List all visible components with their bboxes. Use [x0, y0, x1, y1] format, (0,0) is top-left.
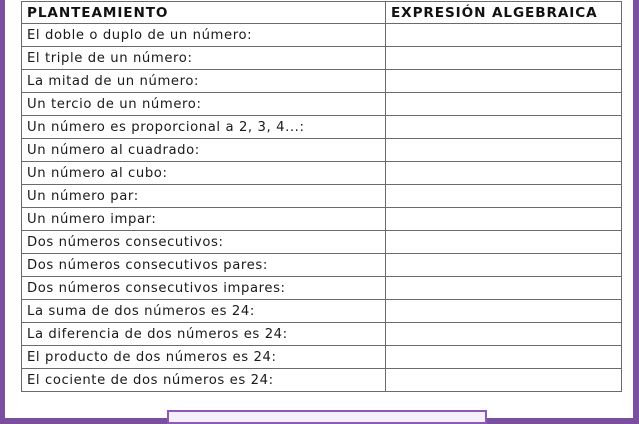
header-expresion-algebraica: EXPRESIÓN ALGEBRAICA	[386, 2, 622, 24]
planteamiento-cell: Un tercio de un número:	[22, 93, 386, 116]
planteamiento-cell: La suma de dos números es 24:	[22, 300, 386, 323]
table-row	[22, 277, 622, 300]
table-row	[22, 116, 622, 139]
algebra-expression-table	[21, 1, 622, 392]
planteamiento-cell: El triple de un número:	[22, 47, 386, 70]
table-row	[22, 323, 622, 346]
expresion-cell[interactable]	[386, 185, 622, 208]
planteamiento-cell: Dos números consecutivos pares:	[22, 254, 386, 277]
expresion-cell[interactable]	[386, 231, 622, 254]
table-row	[22, 162, 622, 185]
table-row	[22, 369, 622, 392]
planteamiento-cell: Un número impar:	[22, 208, 386, 231]
planteamiento-cell: Dos números consecutivos:	[22, 231, 386, 254]
table-header-row	[22, 2, 622, 24]
expresion-cell[interactable]	[386, 24, 622, 47]
table-row	[22, 300, 622, 323]
planteamiento-cell: El producto de dos números es 24:	[22, 346, 386, 369]
expresion-cell[interactable]	[386, 323, 622, 346]
expresion-cell[interactable]	[386, 116, 622, 139]
table-row	[22, 346, 622, 369]
expresion-cell[interactable]	[386, 139, 622, 162]
worksheet-page	[5, 0, 633, 418]
table-row	[22, 24, 622, 47]
expresion-cell[interactable]	[386, 162, 622, 185]
planteamiento-cell: Un número al cubo:	[22, 162, 386, 185]
expresion-cell[interactable]	[386, 254, 622, 277]
expresion-cell[interactable]	[386, 277, 622, 300]
header-planteamiento: PLANTEAMIENTO	[22, 2, 386, 24]
table-row	[22, 254, 622, 277]
planteamiento-cell: La mitad de un número:	[22, 70, 386, 93]
table-row	[22, 139, 622, 162]
planteamiento-cell: Un número al cuadrado:	[22, 139, 386, 162]
planteamiento-cell: Un número par:	[22, 185, 386, 208]
planteamiento-cell: Un número es proporcional a 2, 3, 4...:	[22, 116, 386, 139]
expresion-cell[interactable]	[386, 346, 622, 369]
table-row	[22, 185, 622, 208]
expresion-cell[interactable]	[386, 70, 622, 93]
planteamiento-cell: El cociente de dos números es 24:	[22, 369, 386, 392]
table-row	[22, 70, 622, 93]
table-row	[22, 208, 622, 231]
expresion-cell[interactable]	[386, 369, 622, 392]
table-row	[22, 93, 622, 116]
expresion-cell[interactable]	[386, 208, 622, 231]
planteamiento-cell: La diferencia de dos números es 24:	[22, 323, 386, 346]
bottom-answer-box	[167, 410, 487, 424]
expresion-cell[interactable]	[386, 300, 622, 323]
table-row	[22, 231, 622, 254]
expresion-cell[interactable]	[386, 47, 622, 70]
planteamiento-cell: Dos números consecutivos impares:	[22, 277, 386, 300]
table-row	[22, 47, 622, 70]
expresion-cell[interactable]	[386, 93, 622, 116]
planteamiento-cell: El doble o duplo de un número:	[22, 24, 386, 47]
